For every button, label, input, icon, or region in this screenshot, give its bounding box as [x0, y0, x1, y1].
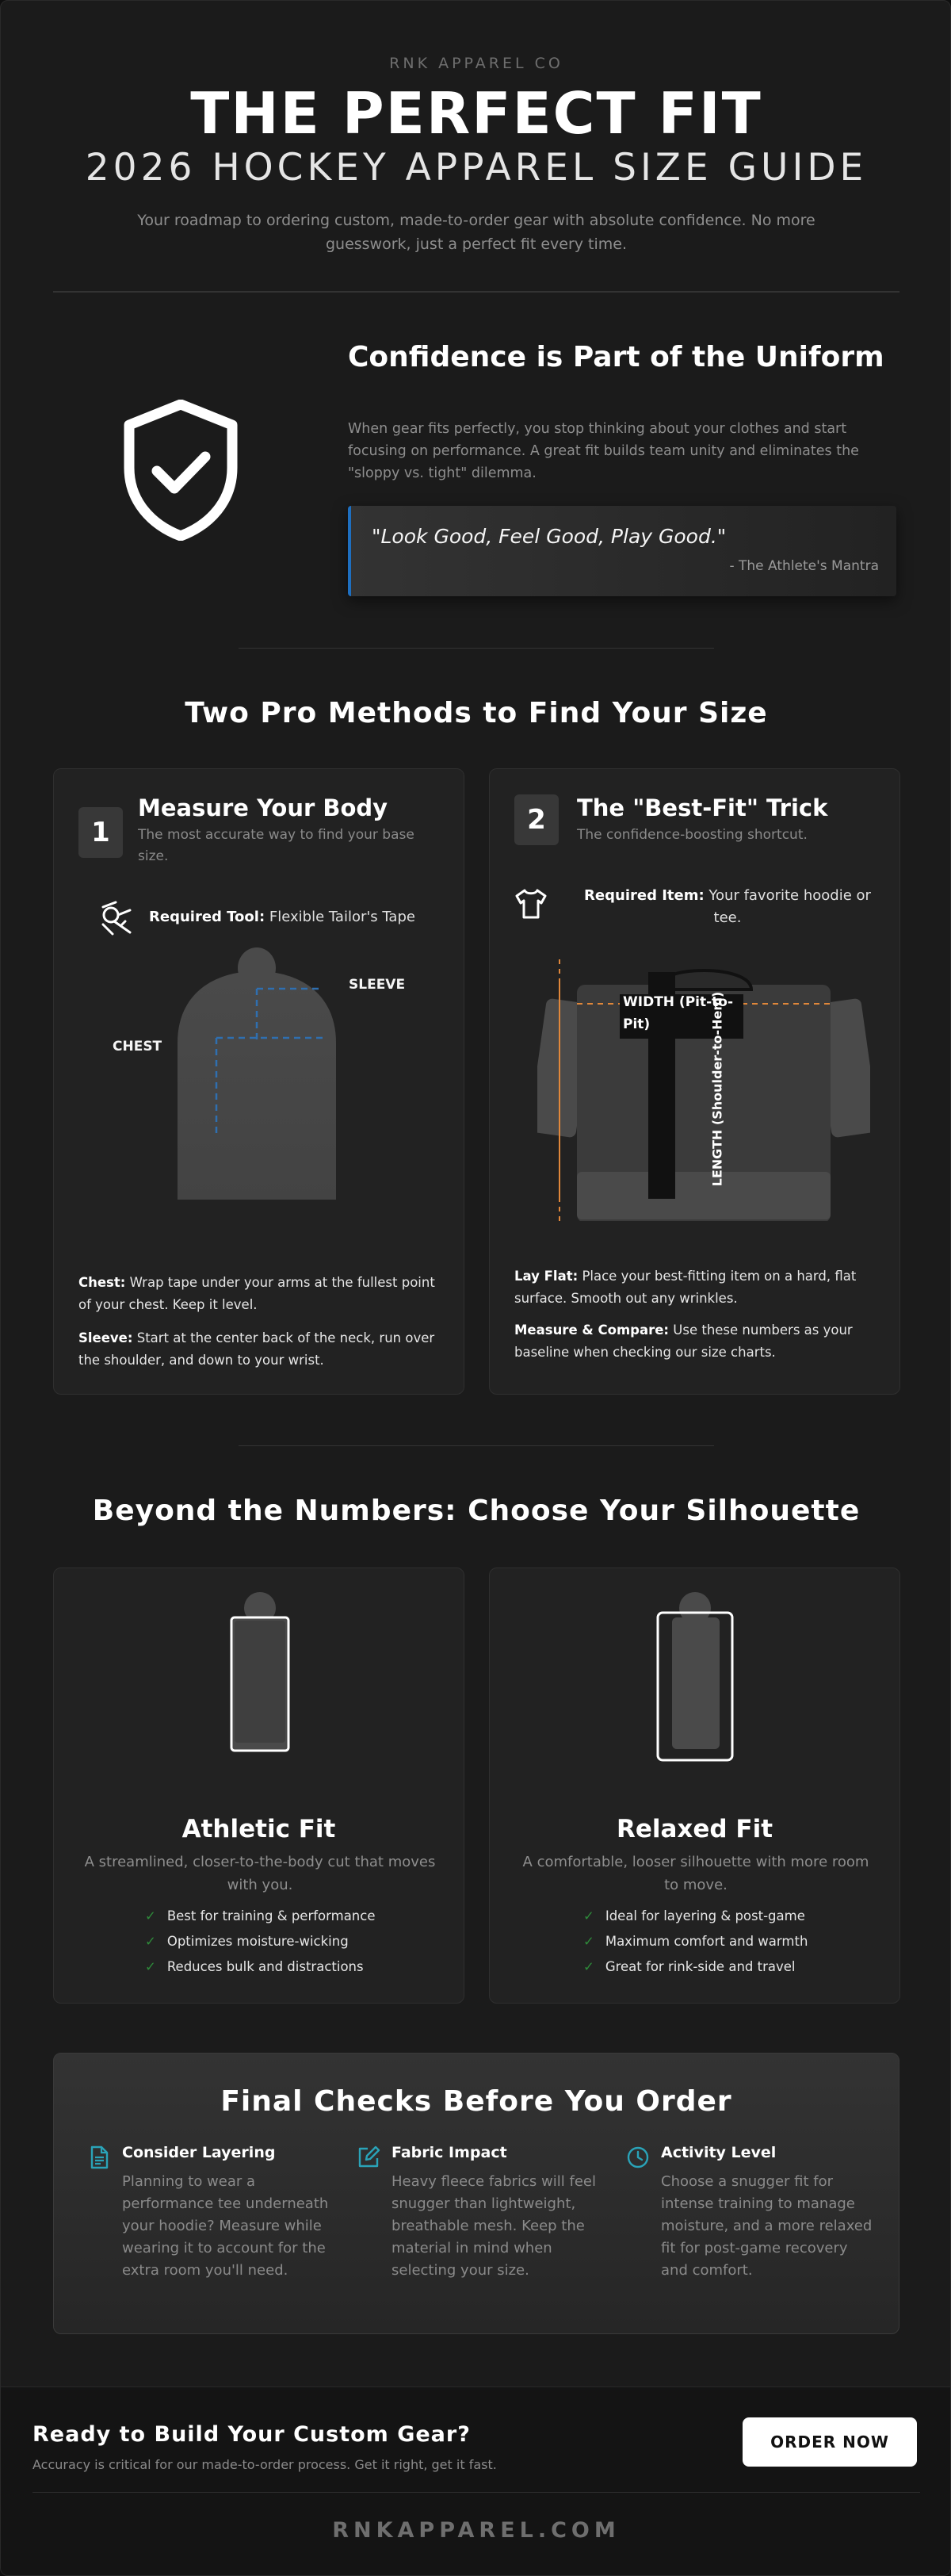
footer [1, 2387, 951, 2576]
final-checks-panel [53, 2053, 899, 2334]
divider [239, 1445, 714, 1446]
relaxed-silhouette-icon [655, 1589, 735, 1763]
method-subtitle: The confidence-boosting shortcut. [577, 827, 808, 843]
confidence-text: When gear fits perfectly, you stop thinking about your clothes and start focusing on performance. A great fit builds team unity and eliminates the "sloppy vs. tight" dilemma. [348, 421, 859, 481]
body-measure-diagram [173, 947, 339, 1201]
page-subtitle: 2026 HOCKEY APPAREL SIZE GUIDE [85, 146, 868, 189]
benefit-text: Reduces bulk and distractions [166, 1959, 364, 1974]
benefit-text: Ideal for layering & post-game [605, 1908, 805, 1923]
divider [32, 2492, 920, 2493]
sleeve-instruction-text: Start at the center back of the neck, run over the shoulder, and down to your wrist. [78, 1330, 435, 1368]
clock-icon [626, 2145, 650, 2169]
list-item [145, 1929, 376, 1954]
chest-instruction-label: Chest: [78, 1275, 126, 1290]
list-item [583, 1904, 808, 1929]
lay-flat-label: Lay Flat: [514, 1269, 579, 1284]
benefit-text: Best for training & performance [166, 1908, 376, 1923]
check-icon: ✓ [583, 1934, 594, 1949]
fit-desc: A comfortable, looser silhouette with more room to move. [522, 1854, 869, 1893]
shield-check-icon [121, 400, 240, 541]
confidence-title: Confidence is Part of the Uniform [348, 341, 884, 373]
step-number: 2 [514, 794, 559, 845]
measuring-tape-icon [98, 901, 135, 937]
divider [239, 648, 714, 649]
benefit-text: Maximum comfort and warmth [605, 1934, 808, 1949]
method-title: Measure Your Body [138, 794, 388, 821]
method-card-measure [53, 768, 464, 1395]
sleeve-instruction [78, 1327, 443, 1372]
quote-author: - The Athlete's Mantra [729, 558, 879, 574]
order-now-button[interactable]: ORDER NOW [743, 2417, 917, 2467]
check-icon: ✓ [583, 1908, 594, 1923]
sleeve-instruction-label: Sleeve: [78, 1330, 133, 1345]
fit-card-relaxed [489, 1567, 900, 2004]
fit-desc: A streamlined, closer-to-the-body cut that moves with you. [84, 1854, 436, 1893]
quote-text: "Look Good, Feel Good, Play Good." [372, 525, 727, 548]
quote-box [348, 506, 896, 596]
list-item [583, 1929, 808, 1954]
sleeve-label: SLEEVE [349, 977, 406, 993]
fit-card-athletic [53, 1567, 464, 2004]
compare-text: Use these numbers as your baseline when checking our size charts. [514, 1322, 853, 1360]
page-title: THE PERFECT FIT [190, 80, 762, 147]
method-title: The "Best-Fit" Trick [577, 794, 828, 821]
document-icon [87, 2145, 111, 2169]
lay-flat-text: Place your best-fitting item on a hard, flat surface. Smooth out any wrinkles. [514, 1269, 857, 1306]
required-tool [149, 906, 415, 928]
length-label: LENGTH (Shoulder-to-Hem) [709, 991, 725, 1187]
chest-instruction [78, 1272, 443, 1316]
cta-subtitle: Accuracy is critical for our made-to-order process. Get it right, get it fast. [32, 2457, 497, 2472]
required-tool-label: Required Tool: [149, 909, 265, 925]
methods-title: Two Pro Methods to Find Your Size [185, 697, 768, 729]
hero-intro: Your roadmap to ordering custom, made-to-order gear with absolute confidence. No more guesswork, just a perfect fit every time. [137, 212, 815, 253]
benefit-text: Great for rink-side and travel [605, 1959, 796, 1974]
shirt-icon [514, 888, 548, 920]
divider [53, 291, 899, 293]
chest-label: CHEST [113, 1039, 162, 1055]
chest-instruction-text: Wrap tape under your arms at the fullest point of your chest. Keep it level. [78, 1275, 435, 1312]
required-tool-value: Flexible Tailor's Tape [269, 909, 415, 925]
hero-header [1, 1, 951, 294]
tip-title: Consider Layering [122, 2144, 276, 2161]
athletic-silhouette-icon [223, 1589, 295, 1763]
fit-benefits [145, 1904, 376, 1980]
list-item [145, 1954, 376, 1980]
check-icon: ✓ [145, 1959, 156, 1974]
check-icon: ✓ [145, 1908, 156, 1923]
tip-title: Fabric Impact [391, 2144, 507, 2161]
website-link[interactable]: RNKAPPAREL.COM [332, 2518, 621, 2543]
edit-icon [357, 2145, 380, 2169]
lay-flat-instruction [514, 1265, 879, 1310]
fit-benefits [583, 1904, 808, 1980]
tip-text: Planning to wear a performance tee underneath your hoodie? Measure while wearing it to account for the extra room you'll need. [122, 2173, 329, 2279]
tip-text: Choose a snugger fit for intense training to manage moisture, and a more relaxed fit for post-game recovery and comfort. [661, 2173, 873, 2279]
method-card-best-fit [489, 768, 900, 1395]
fit-title: Relaxed Fit [616, 1815, 773, 1843]
check-icon: ✓ [145, 1934, 156, 1949]
fit-title: Athletic Fit [181, 1815, 336, 1843]
benefit-text: Optimizes moisture-wicking [166, 1934, 349, 1949]
tip-title: Activity Level [661, 2144, 777, 2161]
check-icon: ✓ [583, 1959, 594, 1974]
brand-kicker: RNK APPAREL CO [389, 55, 563, 72]
cta-title: Ready to Build Your Custom Gear? [32, 2422, 471, 2447]
method-subtitle: The most accurate way to find your base size. [138, 827, 414, 864]
required-item [577, 885, 878, 929]
required-item-label: Required Item: [584, 887, 705, 904]
list-item [583, 1954, 808, 1980]
required-item-value: Your favorite hoodie or tee. [708, 887, 871, 926]
final-checks-title: Final Checks Before You Order [220, 2085, 732, 2118]
compare-instruction [514, 1319, 879, 1364]
step-number: 1 [78, 807, 123, 858]
compare-label: Measure & Compare: [514, 1322, 670, 1338]
tip-text: Heavy fleece fabrics will feel snugger than lightweight, breathable mesh. Keep the material in mind when selecting your size. [391, 2173, 596, 2279]
silhouette-title: Beyond the Numbers: Choose Your Silhouette [92, 1495, 861, 1527]
list-item [145, 1904, 376, 1929]
width-label: WIDTH (Pit-to-Pit) [623, 994, 734, 1032]
